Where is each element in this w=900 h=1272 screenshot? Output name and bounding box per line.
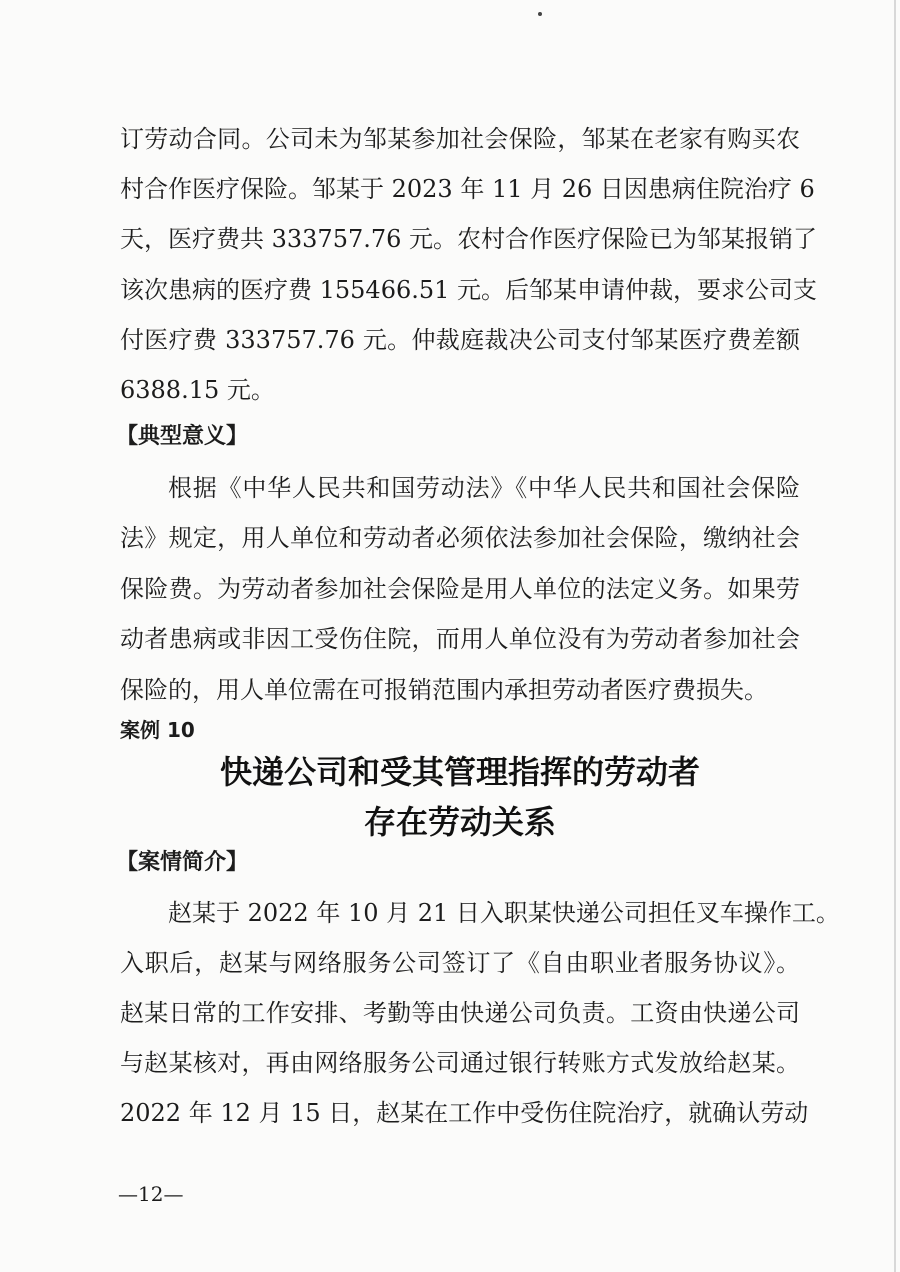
body-line: 保险费。为劳动者参加社会保险是用人单位的法定义务。如果劳 <box>120 575 800 603</box>
body-line: 与赵某核对，再由网络服务公司通过银行转账方式发放给赵某。 <box>120 1049 800 1077</box>
body-line: 入职后，赵某与网络服务公司签订了《自由职业者服务协议》。 <box>120 949 800 977</box>
body-line-last: 保险的，用人单位需在可报销范围内承担劳动者医疗费损失。 <box>120 676 768 704</box>
page-edge-shadow <box>894 0 896 1272</box>
body-line: 该次患病的医疗费 155466.51 元。后邹某申请仲裁，要求公司支 <box>120 276 818 304</box>
body-line: 法》规定，用人单位和劳动者必须依法参加社会保险，缴纳社会 <box>120 524 800 552</box>
body-line: 根据《中华人民共和国劳动法》《中华人民共和国社会保险 <box>168 474 800 502</box>
case-title-line-2: 存在劳动关系 <box>363 803 556 841</box>
body-line: 2022 年 12 月 15 日，赵某在工作中受伤住院治疗，就确认劳动 <box>120 1099 809 1127</box>
body-line: 订劳动合同。公司未为邹某参加社会保险，邹某在老家有购买农 <box>120 125 800 153</box>
body-line: 赵某日常的工作安排、考勤等由快递公司负责。工资由快递公司 <box>120 999 800 1027</box>
body-line: 赵某于 2022 年 10 月 21 日入职某快递公司担任叉车操作工。 <box>168 899 840 927</box>
case-label: 案例 10 <box>120 718 195 742</box>
body-line: 天，医疗费共 333757.76 元。农村合作医疗保险已为邹某报销了 <box>120 225 818 253</box>
body-line-last: 6388.15 元。 <box>120 376 275 404</box>
page-number: —12— <box>118 1182 184 1206</box>
section-heading-facts: 【案情简介】 <box>116 850 249 875</box>
body-line: 付医疗费 333757.76 元。仲裁庭裁决公司支付邹某医疗费差额 <box>120 326 800 354</box>
body-line: 动者患病或非因工受伤住院，而用人单位没有为劳动者参加社会 <box>120 625 800 653</box>
case-title-line-1: 快递公司和受其管理指挥的劳动者 <box>219 753 700 791</box>
scan-dot-mark <box>538 12 542 16</box>
section-heading-significance: 【典型意义】 <box>116 424 249 449</box>
body-line: 村合作医疗保险。邹某于 2023 年 11 月 26 日因患病住院治疗 6 <box>120 175 815 203</box>
